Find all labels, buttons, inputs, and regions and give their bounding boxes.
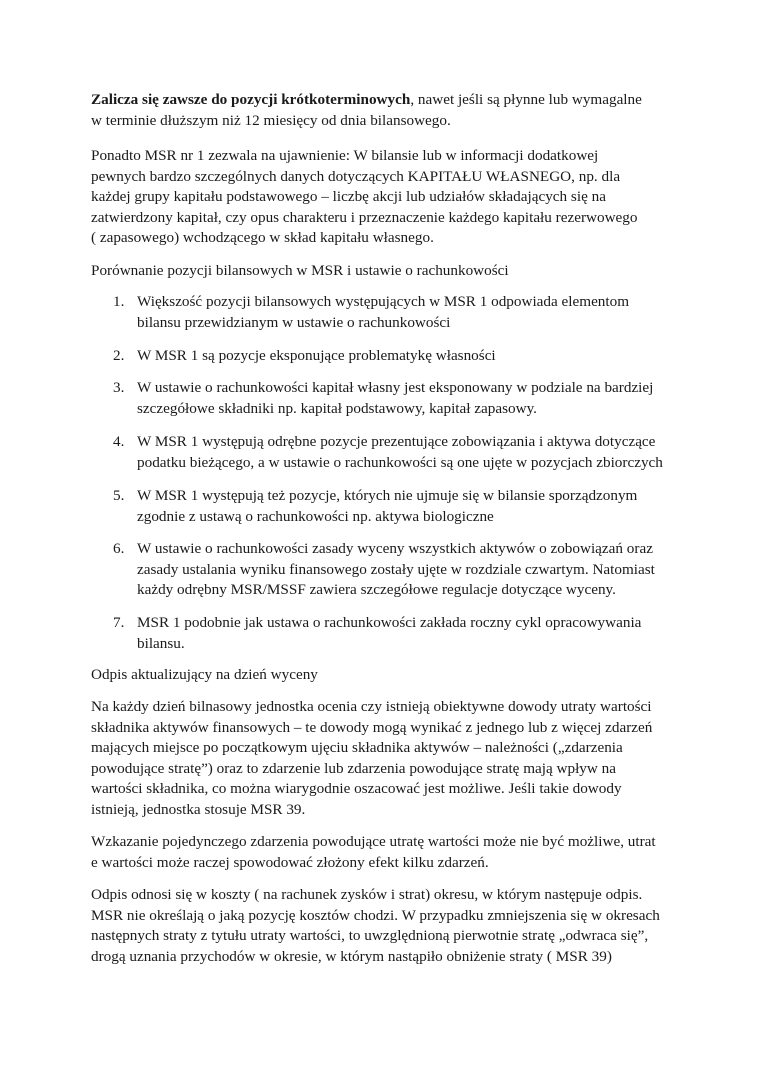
list-item-text: Większość pozycji bilansowych występujących w MSR 1 odpowiada elementom bilansu przewidzianym w ustawie o rachunkowości xyxy=(137,293,630,331)
list-item-number: 2. xyxy=(113,347,125,364)
paragraph-write-off: Odpis odnosi się w koszty ( na rachunek zysków i strat) okresu, w którym następuje odpis. MSR nie określają o jaką pozycję kosztów chodzi. W przypadku zmniejszenia się w okresach następnych straty z tytułu utraty wartości, to uwzględnioną pierwotnie stratę „odwraca się”, drogą uznania przychodów w okresie, w którym nastąpiło obniżenie straty ( MSR 39) xyxy=(91,886,660,965)
paragraph-single-event: Wzkazanie pojedynczego zdarzenia powodujące utratę wartości może nie być możliwe, utrat e wartości może raczej spowodować złożony efekt kilku zdarzeń. xyxy=(91,833,656,871)
list-item-text: W MSR 1 występują też pozycje, których nie ujmuje się w bilansie sporządzonym zgodnie z ustawą o rachunkowości np. aktywa biologiczne xyxy=(137,487,638,525)
list-item-number: 1. xyxy=(113,293,125,310)
list-item-number: 3. xyxy=(113,379,125,396)
list-item-number: 7. xyxy=(113,614,125,631)
paragraph-rest: , nawet jeśli są płynne lub wymagalne w terminie dłuższym niż 12 miesięcy od dnia bilansowego. xyxy=(91,91,642,129)
list-item-number: 5. xyxy=(113,487,125,504)
list-item-text: W ustawie o rachunkowości kapitał własny jest eksponowany w podziale na bardziej szczegółowe składniki np. kapitał podstawowy, kapitał zapasowy. xyxy=(137,379,654,417)
paragraph-impairment-evidence: Na każdy dzień bilnasowy jednostka ocenia czy istnieją obiektywne dowody utraty wartości składnika aktywów finansowych – te dowody mogą wynikać z jednego lub z więcej zdarzeń mających miejsce po początkowym ujęciu składnika aktywów – należności („zdarzenia powodujące stratę”) oraz to zdarzenie lub zdarzenia powodujące stratę mają wpływ na wartości składnika, co można wiarygodnie oszacować jest możliwe. Jeśli takie dowody istnieją, jednostka stosuje MSR 39. xyxy=(91,698,653,818)
list-item-text: W ustawie o rachunkowości zasady wyceny wszystkich aktywów o zobowiązań oraz zasady ustalania wyniku finansowego zostały ujęte w rozdziale czwartym. Natomiast każdy odrębny MSR/MSSF zawiera szczegółowe regulacje dotyczące wyceny. xyxy=(137,540,655,599)
paragraph-bold-lead: Zalicza się zawsze do pozycji krótkoterminowych xyxy=(91,91,411,108)
section-heading-comparison: Porównanie pozycji bilansowych w MSR i ustawie o rachunkowości xyxy=(91,262,509,279)
paragraph-short-term-items xyxy=(91,90,681,131)
section-heading-impairment: Odpis aktualizujący na dzień wyceny xyxy=(91,666,318,683)
list-item-number: 6. xyxy=(113,540,125,557)
list-item-text: W MSR 1 są pozycje eksponujące problematykę własności xyxy=(137,347,496,364)
list-item-number: 4. xyxy=(113,433,125,450)
list-item-text: MSR 1 podobnie jak ustawa o rachunkowości zakłada roczny cykl opracowywania bilansu. xyxy=(137,614,642,652)
paragraph-equity-disclosure: Ponadto MSR nr 1 zezwala na ujawnienie: W bilansie lub w informacji dodatkowej pewnych bardzo szczególnych danych dotyczących KAPITAŁU WŁASNEGO, np. dla każdej grupy kapitału podstawowego – liczbę akcji lub udziałów składających się na zatwierdzony kapitał, czy opus charakteru i przeznaczenie każdego kapitału rezerwowego ( zapasowego) wchodzącego w skład kapitału własnego. xyxy=(91,147,638,247)
list-item-text: W MSR 1 występują odrębne pozycje prezentujące zobowiązania i aktywa dotyczące podatku bieżącego, a w ustawie o rachunkowości są one ujęte w pozycjach zbiorczych xyxy=(137,433,663,471)
